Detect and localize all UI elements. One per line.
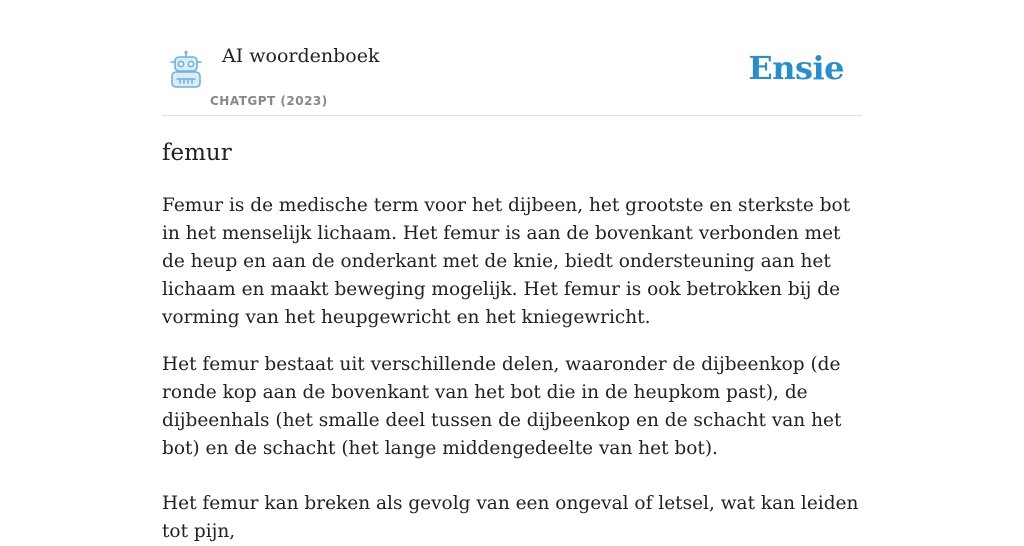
header [162, 0, 862, 116]
robot-icon [166, 50, 206, 90]
entry-paragraph: Femur is de medische term voor het dijbeen, het grootste en sterkste bot in het menselijk lichaam. Het femur is aan de bovenkant verbonden met de heup en aan de onderkant met de knie, biedt ondersteuning aan het lichaam en maakt beweging mogelijk. Het femur is ook betrokken bij de vorming van het heupgewricht en het kniegewricht. [162, 195, 851, 328]
site-title[interactable]: AI woordenboek [222, 45, 380, 67]
brand-logo[interactable]: Ensie [748, 49, 844, 87]
site-subtitle: CHATGPT (2023) [210, 94, 328, 108]
entry-paragraph: Het femur bestaat uit verschillende delen, waaronder de dijbeenkop (de ronde kop aan de bovenkant van het bot die in de heupkom past), de dijbeenhals (het smalle deel tussen de dijbeenkop en de schacht van het bot) en de schacht (het lange middengedeelte van het bot). [162, 354, 842, 459]
page-container [162, 0, 862, 542]
entry-term: femur [162, 140, 232, 166]
entry-paragraph: Het femur kan breken als gevolg van een ongeval of letsel, wat kan leiden tot pijn, [162, 493, 859, 542]
entry-content [162, 192, 862, 546]
